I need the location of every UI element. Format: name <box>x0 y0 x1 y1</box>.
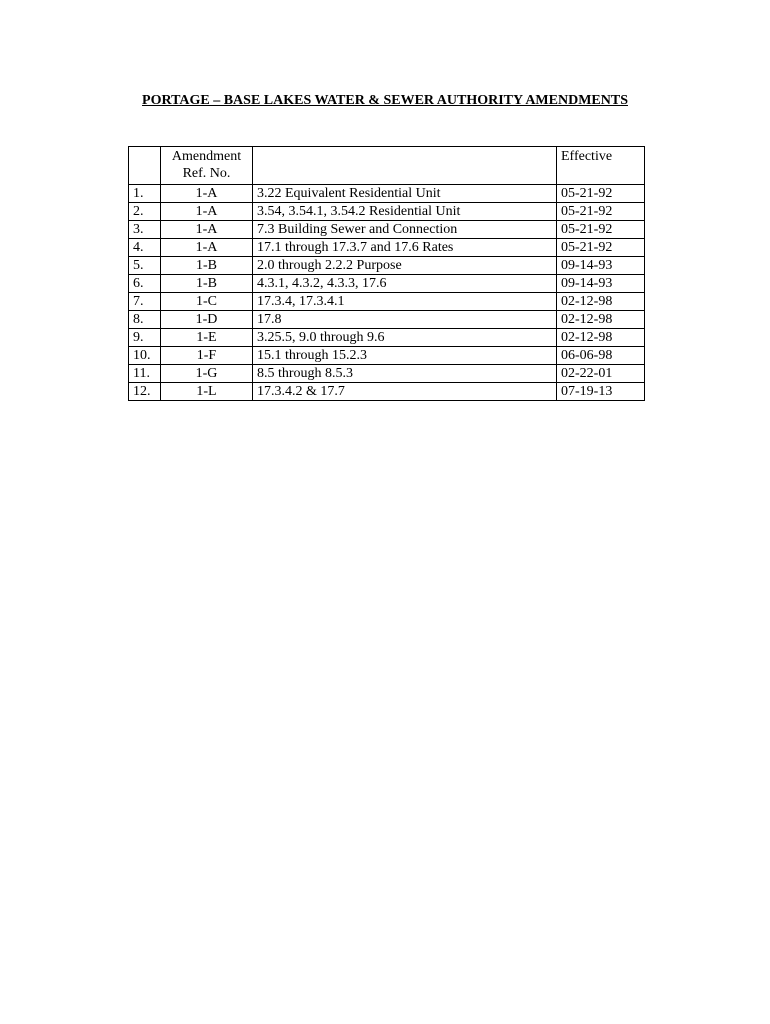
row-number: 2. <box>129 203 161 221</box>
row-effective: 09-14-93 <box>557 257 645 275</box>
row-effective: 05-21-92 <box>557 221 645 239</box>
row-effective: 05-21-92 <box>557 239 645 257</box>
row-description: 8.5 through 8.5.3 <box>253 365 557 383</box>
row-number: 3. <box>129 221 161 239</box>
row-number: 8. <box>129 311 161 329</box>
table-row <box>129 185 645 203</box>
table-row <box>129 257 645 275</box>
row-effective: 07-19-13 <box>557 383 645 401</box>
table-row <box>129 311 645 329</box>
table-row <box>129 365 645 383</box>
row-description: 3.54, 3.54.1, 3.54.2 Residential Unit <box>253 203 557 221</box>
row-description: 4.3.1, 4.3.2, 4.3.3, 17.6 <box>253 275 557 293</box>
table-row <box>129 329 645 347</box>
row-ref: 1-C <box>161 293 253 311</box>
row-number: 12. <box>129 383 161 401</box>
table-row <box>129 347 645 365</box>
row-effective: 09-14-93 <box>557 275 645 293</box>
row-description: 17.1 through 17.3.7 and 17.6 Rates <box>253 239 557 257</box>
row-number: 5. <box>129 257 161 275</box>
table-row <box>129 275 645 293</box>
row-description: 17.3.4.2 & 17.7 <box>253 383 557 401</box>
row-ref: 1-F <box>161 347 253 365</box>
table-row <box>129 239 645 257</box>
header-effective: Effective <box>557 147 645 185</box>
row-description: 7.3 Building Sewer and Connection <box>253 221 557 239</box>
row-description: 3.25.5, 9.0 through 9.6 <box>253 329 557 347</box>
row-ref: 1-A <box>161 239 253 257</box>
row-ref: 1-A <box>161 185 253 203</box>
row-ref: 1-B <box>161 275 253 293</box>
table-row <box>129 203 645 221</box>
row-number: 4. <box>129 239 161 257</box>
amendments-table <box>128 146 645 401</box>
row-description: 17.3.4, 17.3.4.1 <box>253 293 557 311</box>
row-description: 2.0 through 2.2.2 Purpose <box>253 257 557 275</box>
row-description: 15.1 through 15.2.3 <box>253 347 557 365</box>
row-description: 3.22 Equivalent Residential Unit <box>253 185 557 203</box>
row-effective: 02-12-98 <box>557 293 645 311</box>
header-ref-line2: Ref. No. <box>182 166 231 181</box>
row-ref: 1-B <box>161 257 253 275</box>
row-effective: 02-12-98 <box>557 329 645 347</box>
page-title: PORTAGE – BASE LAKES WATER & SEWER AUTHORITY AMENDMENTS <box>142 93 628 108</box>
table-row <box>129 383 645 401</box>
table-row <box>129 293 645 311</box>
row-number: 7. <box>129 293 161 311</box>
row-number: 10. <box>129 347 161 365</box>
header-description <box>253 147 557 185</box>
row-number: 1. <box>129 185 161 203</box>
table-header-row <box>129 147 645 185</box>
row-number: 9. <box>129 329 161 347</box>
row-ref: 1-A <box>161 221 253 239</box>
row-effective: 05-21-92 <box>557 203 645 221</box>
row-ref: 1-G <box>161 365 253 383</box>
row-ref: 1-D <box>161 311 253 329</box>
table-row <box>129 221 645 239</box>
row-effective: 06-06-98 <box>557 347 645 365</box>
row-effective: 02-22-01 <box>557 365 645 383</box>
row-effective: 02-12-98 <box>557 311 645 329</box>
row-number: 6. <box>129 275 161 293</box>
header-number <box>129 147 161 185</box>
row-ref: 1-L <box>161 383 253 401</box>
header-ref-line1: Amendment <box>171 149 242 164</box>
row-number: 11. <box>129 365 161 383</box>
row-ref: 1-A <box>161 203 253 221</box>
row-effective: 05-21-92 <box>557 185 645 203</box>
header-amendment-ref <box>161 147 253 185</box>
row-ref: 1-E <box>161 329 253 347</box>
row-description: 17.8 <box>253 311 557 329</box>
